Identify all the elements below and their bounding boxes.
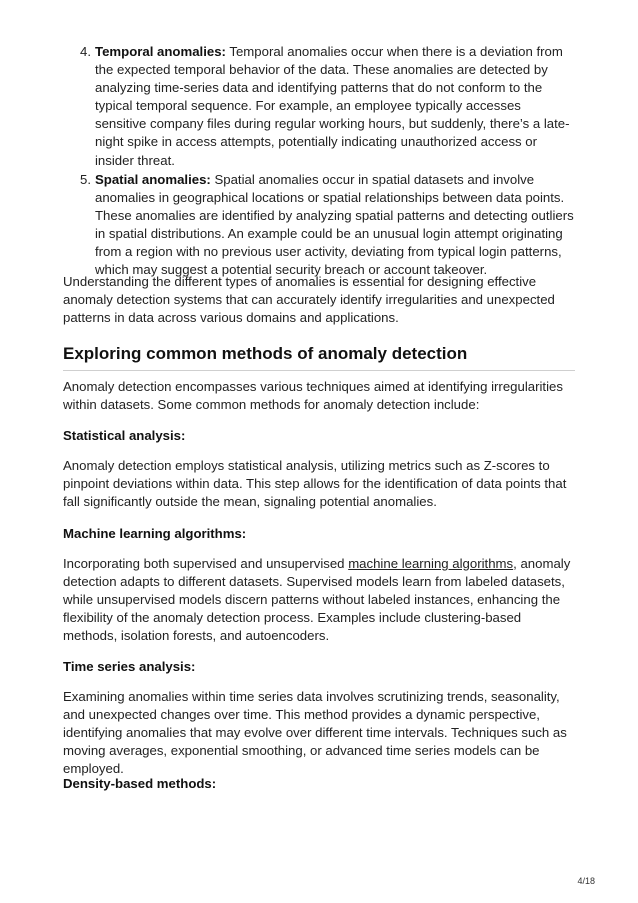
statistical-text: Anomaly detection employs statistical analysis, utilizing metrics such as Z-scores to pinpoint deviations within data. This step allows for the identification of data points that fall significantly outside the mean, signaling potential anomalies. [63,458,567,510]
section-heading: Exploring common methods of anomaly detection [63,344,575,371]
ml-text-after: , anomaly detection adapts to different datasets. Supervised models learn from labeled datasets, while unsupervised models discern patterns without labeled instances, enhancing the flexibility of the anomaly detection process. Examples include clustering-based methods, isolation forests, and autoencoders. [63,556,571,644]
machine-learning-heading: Machine learning algorithms: [63,526,247,541]
list-text: Spatial anomalies occur in spatial datasets and involve anomalies in geographical locations or spatial relationships between data points. These anomalies are identified by analyzing spatial patterns and detecting outliers in spatial distributions. An example could be an unusual login attempt originating from a region with no previous user activity, deviating from typical login patterns, which may suggest a potential security breach or account takeover. [95,171,574,278]
list-text: Temporal anomalies occur when there is a deviation from the expected temporal behavior of the data. These anomalies are detected by analyzing time-series data and identifying patterns that do not conform to the typical temporal sequence. For example, an employee typically accesses sensitive company files during regular working hours, but suddenly, there’s a late-night spike in access attempts, potentially indicating unauthorized access or insider threat. [95,44,570,168]
anomaly-types-list [63,43,575,279]
density-heading: Density-based methods: [63,776,217,791]
machine-learning-text [63,555,575,645]
ml-text-before: Incorporating both supervised and unsupervised [63,556,349,571]
list-item-spatial [63,171,575,280]
statistical-heading: Statistical analysis: [63,428,186,443]
section-intro: Anomaly detection encompasses various techniques aimed at identifying irregularities within datasets. Some common methods for anomaly detection include: [63,379,563,413]
list-number: 4. [80,44,91,59]
page-number: 4/18 [577,876,595,886]
time-series-text: Examining anomalies within time series data involves scrutinizing trends, seasonality, and unexpected changes over time. This method provides a dynamic perspective, identifying anomalies that may evolve over different time intervals. Techniques such as moving averages, exponential smoothing, or advanced time series models can be employed. [63,689,567,777]
summary-paragraph: Understanding the different types of anomalies is essential for designing effective anomaly detection systems that can accurately identify irregularities and unexpected patterns in data across various domains and applications. [63,274,555,326]
list-term: Spatial anomalies: [95,171,211,187]
time-series-heading: Time series analysis: [63,659,196,674]
list-number: 5. [80,171,91,187]
list-item-temporal [63,43,575,170]
list-term: Temporal anomalies: [95,44,226,59]
machine-learning-link[interactable]: machine learning algorithms [348,556,514,571]
